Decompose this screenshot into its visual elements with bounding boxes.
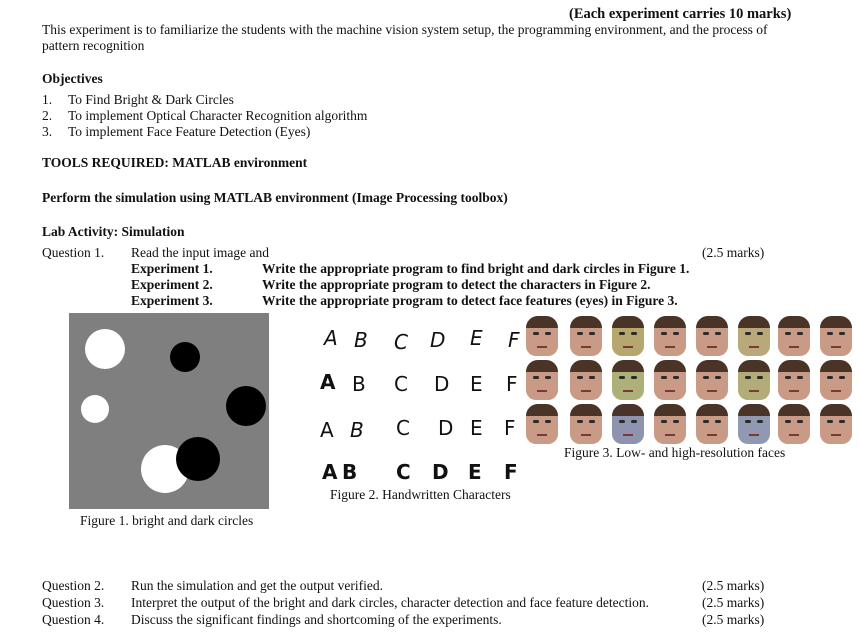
intro-line-1: This experiment is to familiarize the students with the machine vision system setup, the programming environment, and the process of xyxy=(42,22,768,37)
face-thumbnail xyxy=(696,316,728,356)
face-thumbnail xyxy=(654,360,686,400)
intro-line-2: pattern recognition xyxy=(42,38,145,53)
handwritten-char: F xyxy=(504,416,516,440)
handwritten-char: E xyxy=(470,372,483,396)
figure-1-caption: Figure 1. bright and dark circles xyxy=(80,513,254,528)
experiment-3-text: Write the appropriate program to detect face features (eyes) in Figure 3. xyxy=(262,293,678,308)
handwritten-char: F xyxy=(508,328,520,352)
objective-num-2: 2. xyxy=(42,108,53,123)
dark-circle xyxy=(226,386,266,426)
face-thumbnail xyxy=(738,360,770,400)
question-4-label: Question 4. xyxy=(42,612,105,627)
face-thumbnail xyxy=(820,360,852,400)
handwritten-char: B xyxy=(354,328,368,352)
question-1-label: Question 1. xyxy=(42,245,105,260)
face-thumbnail xyxy=(612,404,644,444)
figure-2-characters-image xyxy=(318,326,528,496)
handwritten-char: B xyxy=(342,460,358,484)
experiment-1-text: Write the appropriate program to find bright and dark circles in Figure 1. xyxy=(262,261,690,276)
handwritten-char: D xyxy=(434,372,450,396)
face-thumbnail xyxy=(570,316,602,356)
handwritten-char: F xyxy=(506,372,518,396)
handwritten-char: C xyxy=(394,330,408,354)
handwritten-char: D xyxy=(432,460,449,484)
objective-text-3: To implement Face Feature Detection (Eyes) xyxy=(68,124,311,139)
handwritten-char: B xyxy=(352,372,366,396)
face-thumbnail xyxy=(778,404,810,444)
handwritten-char: C xyxy=(396,460,411,484)
face-thumbnail xyxy=(778,360,810,400)
objective-text-1: To Find Bright & Dark Circles xyxy=(68,92,234,107)
objective-text-2: To implement Optical Character Recognition algorithm xyxy=(68,108,368,123)
handwritten-char: E xyxy=(468,460,482,484)
face-thumbnail xyxy=(654,404,686,444)
handwritten-char: A xyxy=(322,460,338,484)
face-thumbnail xyxy=(570,404,602,444)
dark-circle xyxy=(176,437,220,481)
face-thumbnail xyxy=(612,360,644,400)
experiment-3-label: Experiment 3. xyxy=(131,293,213,308)
question-2-marks: (2.5 marks) xyxy=(702,578,765,593)
handwritten-char: F xyxy=(504,460,518,484)
face-thumbnail xyxy=(820,316,852,356)
figure-2-caption: Figure 2. Handwritten Characters xyxy=(330,487,511,502)
question-3-marks: (2.5 marks) xyxy=(702,595,765,610)
question-3-label: Question 3. xyxy=(42,595,105,610)
face-thumbnail xyxy=(820,404,852,444)
face-thumbnail xyxy=(570,360,602,400)
face-thumbnail xyxy=(526,316,558,356)
handwritten-char: D xyxy=(438,416,454,440)
question-2-text: Run the simulation and get the output verified. xyxy=(131,578,383,593)
objective-num-3: 3. xyxy=(42,124,53,139)
objectives-heading: Objectives xyxy=(42,71,103,86)
marks-note: (Each experiment carries 10 marks) xyxy=(569,6,792,22)
question-1-text: Read the input image and xyxy=(131,245,269,260)
handwritten-char: A xyxy=(324,326,338,350)
handwritten-char: E xyxy=(470,326,483,350)
handwritten-char: B xyxy=(350,418,364,442)
question-3-text: Interpret the output of the bright and dark circles, character detection and face feature detection. xyxy=(131,595,649,610)
handwritten-char: C xyxy=(394,372,408,396)
question-4-marks: (2.5 marks) xyxy=(702,612,765,627)
face-thumbnail xyxy=(738,404,770,444)
perform-instruction: Perform the simulation using MATLAB environment (Image Processing toolbox) xyxy=(42,190,508,205)
face-thumbnail xyxy=(696,404,728,444)
objective-num-1: 1. xyxy=(42,92,53,107)
handwritten-char: E xyxy=(470,416,483,440)
face-thumbnail xyxy=(778,316,810,356)
experiment-1-label: Experiment 1. xyxy=(131,261,213,276)
face-thumbnail xyxy=(654,316,686,356)
figure-1-circles-image xyxy=(69,313,269,509)
question-4-text: Discuss the significant findings and shortcoming of the experiments. xyxy=(131,612,502,627)
handwritten-char: C xyxy=(396,416,410,440)
face-thumbnail xyxy=(738,316,770,356)
face-thumbnail xyxy=(526,404,558,444)
question-1-marks: (2.5 marks) xyxy=(702,245,765,260)
handwritten-char: A xyxy=(320,418,334,442)
handwritten-char: D xyxy=(430,328,446,352)
bright-circle xyxy=(81,395,109,423)
handwritten-char: A xyxy=(320,370,336,394)
experiment-2-label: Experiment 2. xyxy=(131,277,213,292)
face-thumbnail xyxy=(696,360,728,400)
figure-3-caption: Figure 3. Low- and high-resolution faces xyxy=(564,445,786,460)
bright-circle xyxy=(85,329,125,369)
dark-circle xyxy=(170,342,200,372)
face-thumbnail xyxy=(612,316,644,356)
experiment-2-text: Write the appropriate program to detect the characters in Figure 2. xyxy=(262,277,651,292)
face-thumbnail xyxy=(526,360,558,400)
lab-activity-heading: Lab Activity: Simulation xyxy=(42,224,185,239)
question-2-label: Question 2. xyxy=(42,578,105,593)
tools-required: TOOLS REQUIRED: MATLAB environment xyxy=(42,155,308,170)
figure-3-faces-image xyxy=(548,310,859,446)
